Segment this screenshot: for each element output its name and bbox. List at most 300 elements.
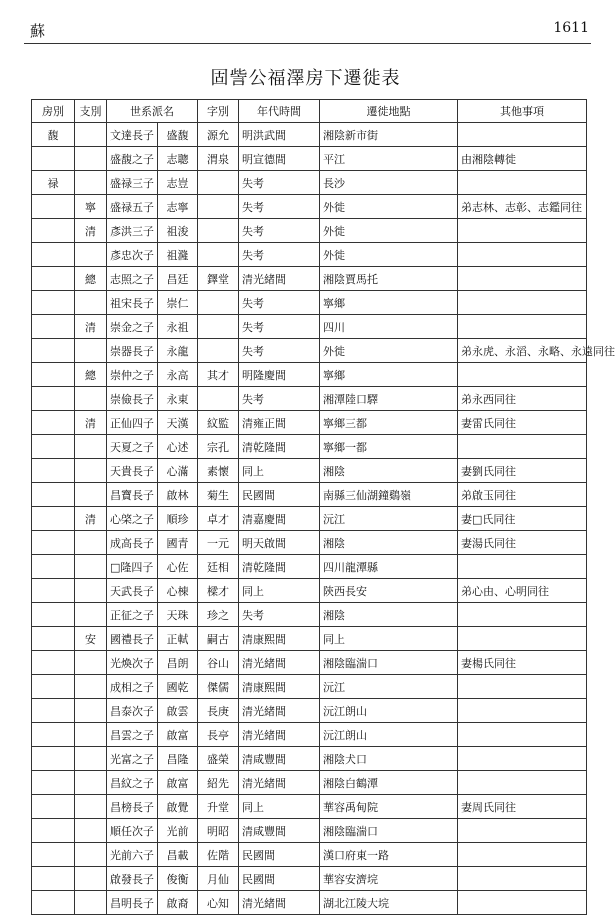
migration-table xyxy=(31,99,615,915)
cell-fang xyxy=(32,411,75,435)
table-row xyxy=(32,531,587,555)
cell-name: 永高 xyxy=(158,363,198,387)
cell-name: 光前 xyxy=(158,819,198,843)
cell-zhi xyxy=(75,435,107,459)
cell-note: 妻湯氏同往 xyxy=(458,531,587,555)
table-row xyxy=(32,507,587,531)
cell-relation: 天武長子 xyxy=(107,579,158,603)
cell-place: 湘陰 xyxy=(320,459,458,483)
cell-era: 清光緒間 xyxy=(239,771,320,795)
cell-fang xyxy=(32,867,75,891)
cell-zi: 谷山 xyxy=(198,651,239,675)
cell-name: 志豈 xyxy=(158,171,198,195)
cell-zi: 月仙 xyxy=(198,867,239,891)
cell-fang xyxy=(32,771,75,795)
cell-era: 明洪武間 xyxy=(239,123,320,147)
table-row xyxy=(32,747,587,771)
cell-zi: 升堂 xyxy=(198,795,239,819)
cell-zhi xyxy=(75,771,107,795)
cell-zi: 渭泉 xyxy=(198,147,239,171)
cell-name: 啟富 xyxy=(158,723,198,747)
table-row xyxy=(32,339,587,363)
cell-fang xyxy=(32,483,75,507)
table-row xyxy=(32,411,587,435)
cell-name: 昌廷 xyxy=(158,267,198,291)
cell-relation: 文達長子 xyxy=(107,123,158,147)
cell-fang xyxy=(32,891,75,915)
col-header-lineage: 世系派名 xyxy=(107,100,198,123)
cell-note: 弟心由、心明同往 xyxy=(458,579,587,603)
table-row xyxy=(32,219,587,243)
cell-fang xyxy=(32,459,75,483)
cell-zhi: 總 xyxy=(75,267,107,291)
cell-relation: 昌寶長子 xyxy=(107,483,158,507)
table-row xyxy=(32,891,587,915)
cell-relation: 光富之子 xyxy=(107,747,158,771)
cell-note xyxy=(458,315,587,339)
cell-zi: 盛榮 xyxy=(198,747,239,771)
cell-fang: 禄 xyxy=(32,171,75,195)
cell-zi xyxy=(198,171,239,195)
col-header-note: 其他事項 xyxy=(458,100,587,123)
cell-fang xyxy=(32,819,75,843)
cell-relation: 正仙四子 xyxy=(107,411,158,435)
cell-note xyxy=(458,291,587,315)
cell-era: 失考 xyxy=(239,219,320,243)
cell-zhi xyxy=(75,699,107,723)
cell-note xyxy=(458,891,587,915)
cell-note xyxy=(458,123,587,147)
cell-note xyxy=(458,363,587,387)
cell-era: 清康熙間 xyxy=(239,675,320,699)
cell-fang xyxy=(32,291,75,315)
cell-place: 外徙 xyxy=(320,243,458,267)
table-row xyxy=(32,315,587,339)
cell-note: 弟啟玉同往 xyxy=(458,483,587,507)
col-header-zi: 字別 xyxy=(198,100,239,123)
cell-place: 同上 xyxy=(320,627,458,651)
cell-era: 清咸豐間 xyxy=(239,747,320,771)
table-row xyxy=(32,555,587,579)
cell-fang xyxy=(32,315,75,339)
cell-zi: 傑儒 xyxy=(198,675,239,699)
cell-place: 湘潭陸口驛 xyxy=(320,387,458,411)
cell-name: 永東 xyxy=(158,387,198,411)
cell-fang xyxy=(32,675,75,699)
table-row xyxy=(32,363,587,387)
cell-relation: 盛禄三子 xyxy=(107,171,158,195)
cell-era: 清光緒間 xyxy=(239,699,320,723)
cell-era: 清嘉慶間 xyxy=(239,507,320,531)
cell-fang xyxy=(32,699,75,723)
cell-zi xyxy=(198,315,239,339)
cell-zhi xyxy=(75,723,107,747)
table-row xyxy=(32,675,587,699)
table-row xyxy=(32,387,587,411)
cell-place: 四川 xyxy=(320,315,458,339)
cell-place: 湘陰犬口 xyxy=(320,747,458,771)
cell-zhi xyxy=(75,891,107,915)
cell-place: 平江 xyxy=(320,147,458,171)
cell-zhi xyxy=(75,339,107,363)
cell-place: 華容禹甸院 xyxy=(320,795,458,819)
cell-zhi: 總 xyxy=(75,363,107,387)
cell-note xyxy=(458,675,587,699)
cell-era: 清光緒間 xyxy=(239,723,320,747)
cell-place: 寧鄉 xyxy=(320,363,458,387)
header-rule xyxy=(24,43,591,44)
cell-zhi: 安 xyxy=(75,627,107,651)
cell-name: 志聰 xyxy=(158,147,198,171)
cell-place: 寧鄉一都 xyxy=(320,435,458,459)
cell-zhi xyxy=(75,795,107,819)
cell-note xyxy=(458,627,587,651)
cell-place: 外徙 xyxy=(320,219,458,243)
cell-fang xyxy=(32,195,75,219)
cell-zi: 卓才 xyxy=(198,507,239,531)
cell-relation: 崇金之子 xyxy=(107,315,158,339)
table-row xyxy=(32,195,587,219)
cell-era: 清光緒間 xyxy=(239,891,320,915)
cell-era: 失考 xyxy=(239,315,320,339)
cell-relation: 祖宋長子 xyxy=(107,291,158,315)
cell-relation: 昌雲之子 xyxy=(107,723,158,747)
cell-fang xyxy=(32,747,75,771)
cell-name: 啟裔 xyxy=(158,891,198,915)
cell-place: 湘陰 xyxy=(320,603,458,627)
cell-name: 心棟 xyxy=(158,579,198,603)
cell-name: 永祖 xyxy=(158,315,198,339)
cell-era: 失考 xyxy=(239,243,320,267)
cell-place: 南縣三仙湖鐘鷄嶺 xyxy=(320,483,458,507)
cell-place: 四川龍潭縣 xyxy=(320,555,458,579)
cell-note xyxy=(458,171,587,195)
cell-relation: 正征之子 xyxy=(107,603,158,627)
cell-place: 外徙 xyxy=(320,195,458,219)
cell-note xyxy=(458,267,587,291)
cell-zi: 佐階 xyxy=(198,843,239,867)
col-header-place: 遷徙地點 xyxy=(320,100,458,123)
cell-fang xyxy=(32,579,75,603)
cell-note xyxy=(458,843,587,867)
cell-era: 清光緒間 xyxy=(239,267,320,291)
cell-note: 弟永西同往 xyxy=(458,387,587,411)
cell-zhi xyxy=(75,819,107,843)
cell-fang xyxy=(32,243,75,267)
cell-relation: 成高長子 xyxy=(107,531,158,555)
cell-name: 心滿 xyxy=(158,459,198,483)
table-row xyxy=(32,867,587,891)
cell-name: 盛馥 xyxy=(158,123,198,147)
cell-note: 妻周氏同往 xyxy=(458,795,587,819)
cell-era: 明天啟間 xyxy=(239,531,320,555)
cell-note xyxy=(458,435,587,459)
cell-fang xyxy=(32,531,75,555)
table-header-row xyxy=(32,100,587,123)
table-row xyxy=(32,819,587,843)
cell-name: 國乾 xyxy=(158,675,198,699)
cell-place: 長沙 xyxy=(320,171,458,195)
table-row xyxy=(32,795,587,819)
cell-era: 民國間 xyxy=(239,483,320,507)
cell-zi: 長庚 xyxy=(198,699,239,723)
cell-era: 失考 xyxy=(239,339,320,363)
cell-zhi xyxy=(75,579,107,603)
cell-zi: 其才 xyxy=(198,363,239,387)
cell-relation: 昌紋之子 xyxy=(107,771,158,795)
cell-place: 湘陰臨湍口 xyxy=(320,651,458,675)
cell-era: 清咸豐間 xyxy=(239,819,320,843)
cell-era: 失考 xyxy=(239,195,320,219)
cell-note xyxy=(458,747,587,771)
cell-zi: 樑才 xyxy=(198,579,239,603)
cell-era: 同上 xyxy=(239,459,320,483)
cell-name: 祖浚 xyxy=(158,219,198,243)
cell-zi xyxy=(198,195,239,219)
table-row xyxy=(32,267,587,291)
table-row xyxy=(32,723,587,747)
cell-zhi xyxy=(75,843,107,867)
cell-era: 明宣德間 xyxy=(239,147,320,171)
cell-relation: 彥洪三子 xyxy=(107,219,158,243)
cell-name: 啟雲 xyxy=(158,699,198,723)
cell-fang xyxy=(32,627,75,651)
cell-name: 昌隆 xyxy=(158,747,198,771)
cell-note xyxy=(458,723,587,747)
cell-fang xyxy=(32,507,75,531)
cell-fang xyxy=(32,435,75,459)
cell-zi: 嗣古 xyxy=(198,627,239,651)
cell-zi xyxy=(198,339,239,363)
table-row xyxy=(32,459,587,483)
cell-zi: 宗孔 xyxy=(198,435,239,459)
cell-place: 華容安濟垸 xyxy=(320,867,458,891)
cell-note: 妻□氏同往 xyxy=(458,507,587,531)
cell-name: 永龍 xyxy=(158,339,198,363)
cell-era: 民國間 xyxy=(239,867,320,891)
col-header-era: 年代時間 xyxy=(239,100,320,123)
cell-fang xyxy=(32,219,75,243)
cell-note xyxy=(458,555,587,579)
cell-note xyxy=(458,603,587,627)
cell-place: 湘陰 xyxy=(320,531,458,555)
cell-zhi xyxy=(75,243,107,267)
cell-name: 祖漋 xyxy=(158,243,198,267)
table-row xyxy=(32,651,587,675)
cell-zhi xyxy=(75,459,107,483)
table-row xyxy=(32,627,587,651)
cell-relation: 國禮長子 xyxy=(107,627,158,651)
cell-zhi xyxy=(75,147,107,171)
cell-fang xyxy=(32,723,75,747)
cell-relation: 光煥次子 xyxy=(107,651,158,675)
cell-fang xyxy=(32,651,75,675)
cell-era: 民國間 xyxy=(239,843,320,867)
table-row xyxy=(32,771,587,795)
page-title: 固訾公福澤房下遷徙表 xyxy=(210,68,401,89)
cell-note xyxy=(458,699,587,723)
cell-era: 清光緒間 xyxy=(239,651,320,675)
cell-place: 沅江朗山 xyxy=(320,699,458,723)
cell-note: 弟志林、志彰、志鑑同往 xyxy=(458,195,587,219)
cell-zhi xyxy=(75,483,107,507)
cell-zhi xyxy=(75,651,107,675)
cell-name: 天漢 xyxy=(158,411,198,435)
cell-note xyxy=(458,243,587,267)
col-header-zhi: 支別 xyxy=(75,100,107,123)
table-row xyxy=(32,243,587,267)
cell-zi: 一元 xyxy=(198,531,239,555)
cell-name: 天珠 xyxy=(158,603,198,627)
cell-zhi: 寧 xyxy=(75,195,107,219)
cell-zhi: 清 xyxy=(75,507,107,531)
table-row xyxy=(32,699,587,723)
cell-relation: 崇儉長子 xyxy=(107,387,158,411)
cell-name: 昌載 xyxy=(158,843,198,867)
cell-relation: 崇仲之子 xyxy=(107,363,158,387)
cell-relation: □隆四子 xyxy=(107,555,158,579)
cell-era: 清乾隆間 xyxy=(239,555,320,579)
cell-name: 正軾 xyxy=(158,627,198,651)
cell-note: 弟永虎、永滔、永略、永遠同往 xyxy=(458,339,587,363)
cell-name: 啟覺 xyxy=(158,795,198,819)
cell-place: 沅江 xyxy=(320,675,458,699)
cell-era: 清乾隆間 xyxy=(239,435,320,459)
table-row xyxy=(32,483,587,507)
cell-zhi xyxy=(75,675,107,699)
cell-zhi xyxy=(75,387,107,411)
cell-fang xyxy=(32,603,75,627)
cell-place: 湘陰新市街 xyxy=(320,123,458,147)
cell-zhi xyxy=(75,171,107,195)
page-number: 1611 xyxy=(553,20,589,36)
cell-fang xyxy=(32,267,75,291)
cell-era: 同上 xyxy=(239,579,320,603)
cell-name: 心述 xyxy=(158,435,198,459)
cell-place: 漢口府東一路 xyxy=(320,843,458,867)
col-header-fang: 房別 xyxy=(32,100,75,123)
cell-place: 沅江 xyxy=(320,507,458,531)
cell-relation: 昌泰次子 xyxy=(107,699,158,723)
cell-fang xyxy=(32,795,75,819)
cell-note: 妻雷氏同往 xyxy=(458,411,587,435)
cell-zi: 長亭 xyxy=(198,723,239,747)
cell-zi: 紹先 xyxy=(198,771,239,795)
cell-place: 外徙 xyxy=(320,339,458,363)
cell-place: 湘陰臨湍口 xyxy=(320,819,458,843)
cell-relation: 昌明長子 xyxy=(107,891,158,915)
cell-relation: 崇器長子 xyxy=(107,339,158,363)
table-row xyxy=(32,579,587,603)
table-row xyxy=(32,147,587,171)
cell-zhi xyxy=(75,123,107,147)
cell-relation: 天貴長子 xyxy=(107,459,158,483)
cell-fang xyxy=(32,363,75,387)
cell-note: 妻劉氏同往 xyxy=(458,459,587,483)
cell-place: 陝西長安 xyxy=(320,579,458,603)
cell-place: 寧鄉 xyxy=(320,291,458,315)
cell-zhi xyxy=(75,747,107,771)
cell-era: 清康熙間 xyxy=(239,627,320,651)
cell-place: 湘陰白鶴潭 xyxy=(320,771,458,795)
table-row xyxy=(32,123,587,147)
cell-era: 明隆慶間 xyxy=(239,363,320,387)
cell-fang xyxy=(32,843,75,867)
cell-fang xyxy=(32,147,75,171)
table-row xyxy=(32,603,587,627)
cell-era: 失考 xyxy=(239,291,320,315)
cell-relation: 啟發長子 xyxy=(107,867,158,891)
cell-zhi xyxy=(75,555,107,579)
cell-zhi xyxy=(75,603,107,627)
cell-name: 啟富 xyxy=(158,771,198,795)
cell-place: 沅江朗山 xyxy=(320,723,458,747)
cell-zi: 素懷 xyxy=(198,459,239,483)
cell-name: 俊衡 xyxy=(158,867,198,891)
cell-place: 寧鄉三都 xyxy=(320,411,458,435)
cell-name: 志寧 xyxy=(158,195,198,219)
cell-name: 崇仁 xyxy=(158,291,198,315)
cell-note xyxy=(458,771,587,795)
cell-zi: 珍之 xyxy=(198,603,239,627)
cell-relation: 彥忠次子 xyxy=(107,243,158,267)
cell-relation: 心棨之子 xyxy=(107,507,158,531)
table-body xyxy=(32,123,615,915)
cell-relation: 志照之子 xyxy=(107,267,158,291)
table-row xyxy=(32,435,587,459)
cell-name: 心佐 xyxy=(158,555,198,579)
cell-relation: 盛禄五子 xyxy=(107,195,158,219)
cell-name: 順珍 xyxy=(158,507,198,531)
cell-era: 失考 xyxy=(239,603,320,627)
cell-zi: 廷相 xyxy=(198,555,239,579)
cell-era: 同上 xyxy=(239,795,320,819)
cell-zi xyxy=(198,243,239,267)
cell-zhi: 清 xyxy=(75,411,107,435)
cell-era: 失考 xyxy=(239,387,320,411)
cell-place: 湘陰賈馬托 xyxy=(320,267,458,291)
cell-era: 失考 xyxy=(239,171,320,195)
cell-relation: 光前六子 xyxy=(107,843,158,867)
table-row xyxy=(32,291,587,315)
cell-fang xyxy=(32,387,75,411)
cell-zi: 明昭 xyxy=(198,819,239,843)
cell-relation: 順任次子 xyxy=(107,819,158,843)
cell-zhi xyxy=(75,867,107,891)
cell-zi: 源允 xyxy=(198,123,239,147)
cell-zi: 鐸堂 xyxy=(198,267,239,291)
cell-fang xyxy=(32,339,75,363)
cell-zi: 紋監 xyxy=(198,411,239,435)
cell-name: 啟林 xyxy=(158,483,198,507)
cell-place: 湖北江陵大垸 xyxy=(320,891,458,915)
table-row xyxy=(32,843,587,867)
cell-note: 由湘陰轉徙 xyxy=(458,147,587,171)
cell-relation: 天夏之子 xyxy=(107,435,158,459)
cell-zi: 菊生 xyxy=(198,483,239,507)
cell-note xyxy=(458,219,587,243)
cell-fang: 馥 xyxy=(32,123,75,147)
cell-zi xyxy=(198,291,239,315)
cell-era: 清雍正間 xyxy=(239,411,320,435)
cell-note: 妻楊氏同往 xyxy=(458,651,587,675)
cell-zhi xyxy=(75,291,107,315)
surname-header: 蘇 xyxy=(30,22,46,40)
cell-zi xyxy=(198,219,239,243)
cell-zhi: 清 xyxy=(75,219,107,243)
cell-fang xyxy=(32,555,75,579)
cell-zi: 心知 xyxy=(198,891,239,915)
